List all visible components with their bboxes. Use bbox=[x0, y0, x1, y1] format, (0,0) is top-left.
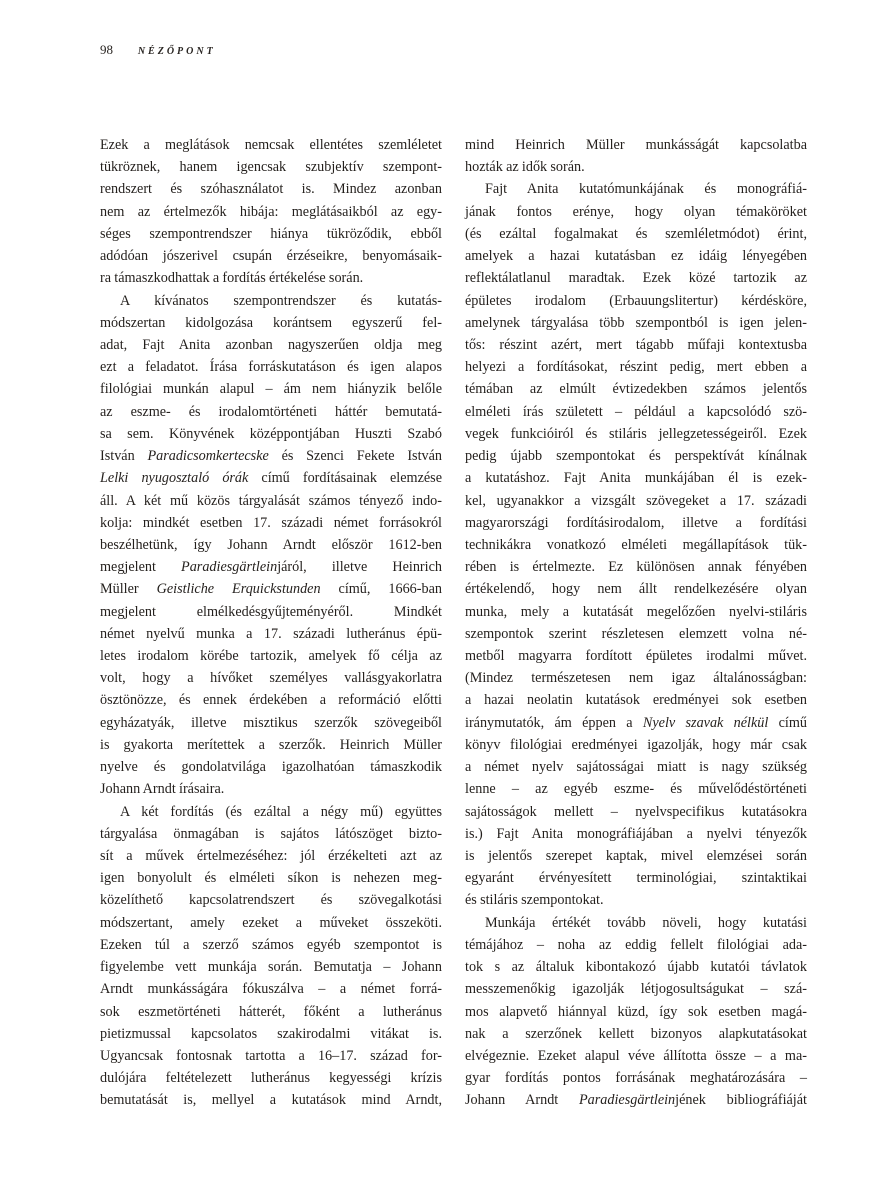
text-run: című, 1666-ban bbox=[320, 581, 442, 598]
text-line: témájához – noha az eddig fellelt filológiai ada- bbox=[465, 936, 807, 953]
left-column bbox=[100, 134, 442, 1112]
text-line: áll. A két mű közös tárgyalását számos tényező indo- bbox=[100, 492, 442, 509]
text-line: Arndt munkásságára fókuszálva – a német forrá- bbox=[100, 981, 442, 998]
text-line: figyelembe vett munkája során. Bemutatja – Johann bbox=[100, 959, 442, 976]
text-line: tok s az általuk kibontakozó újabb kutatói távlatok bbox=[465, 959, 807, 976]
text-run: iránymutatók, ám éppen a bbox=[465, 714, 643, 731]
text-line: pietizmussal kapcsolatos szakirodalmi vitákat is. bbox=[100, 1025, 442, 1042]
text-line: Munkája értékét tovább növeli, hogy kutatási bbox=[485, 914, 807, 931]
text-line: technikákra vonatkozó elméleti megállapítások tük- bbox=[465, 536, 807, 553]
text-line: helyezi a fordításokat, részint pedig, mert ebben a bbox=[465, 359, 807, 376]
text-line: pedig újabb szempontokat és perspektívát kínálnak bbox=[465, 448, 807, 465]
text-line: és stiláris szempontokat. bbox=[465, 892, 604, 909]
text-line: beszélhetünk, így Johann Arndt először 1612-ben bbox=[100, 536, 442, 553]
text-line: lenne – az egyéb eszme- és művelődéstörténeti bbox=[465, 781, 807, 798]
text-line bbox=[100, 556, 442, 578]
text-line: sa sem. Könyvének középpontjában Huszti Szabó bbox=[100, 425, 442, 442]
text-line: sít a művek értelmezéséhez: jól érzékelteti azt az bbox=[100, 848, 442, 864]
text-line: amelynek tárgyalása több szempontból is igen jelen- bbox=[465, 314, 807, 331]
italic-title: Paradiesgärtlein bbox=[579, 1092, 676, 1109]
text-line: metből magyarra fordított épületes irodalmi művet. bbox=[465, 648, 807, 665]
text-line: A kívánatos szempontrendszer és kutatás- bbox=[120, 292, 442, 309]
text-line: magyarországi fordításirodalom, illetve a fordítási bbox=[465, 514, 807, 531]
text-line: az eszme- és irodalomtörténeti háttér bemutatá- bbox=[100, 403, 442, 420]
text-line: témában az elmúlt évtizedekben számos jelentős bbox=[465, 381, 807, 398]
text-line: Ugyancsak fontosnak tartotta a 16–17. század for- bbox=[100, 1047, 442, 1064]
text-line: jának fontos erénye, hogy olyan témaköröket bbox=[465, 203, 807, 220]
text-run: és Szenci Fekete István bbox=[268, 448, 442, 465]
text-line: Ezek a meglátások nemcsak ellentétes szemléletet bbox=[100, 137, 442, 153]
text-line: volt, hogy a hívőket személyes vallásgyakorlatra bbox=[100, 670, 442, 687]
text-run: Müller bbox=[100, 581, 157, 598]
text-line: épületes irodalom (Erbauungslitertur) kérdésköre, bbox=[465, 292, 807, 309]
text-line: rendszert és szóhasználatot is. Mindez azonban bbox=[100, 181, 442, 198]
page-number: 98 bbox=[100, 42, 113, 57]
text-line bbox=[465, 712, 807, 734]
text-line: Ezeken túl a szerző számos egyéb szempontot is bbox=[100, 936, 442, 953]
text-line bbox=[465, 1089, 807, 1111]
text-line: megjelent elmélkedésgyűjteményéről. Mindkét bbox=[100, 603, 442, 620]
text-line: séges szempontrendszer hiánya tükröződik, ebből bbox=[100, 225, 442, 242]
text-line: reflektálatlanul maradtak. Ezek közé tartozik az bbox=[465, 270, 807, 287]
text-line: filológiai munkán alapul – ám nem hiányzik belőle bbox=[100, 381, 442, 398]
text-line: tárgyalása önmagában is sajátos látószöget bizto- bbox=[100, 825, 442, 842]
text-line: mind Heinrich Müller munkásságát kapcsolatba bbox=[465, 137, 807, 153]
text-line: kel, ugyanakkor a vizsgált szövegeket a 17. századi bbox=[465, 492, 807, 509]
text-line: szempontok szerint részletesen elemzett volna né- bbox=[465, 625, 807, 642]
text-line bbox=[100, 578, 442, 600]
text-line: Fajt Anita kutatómunkájának és monográfiá- bbox=[485, 181, 807, 198]
text-run: István bbox=[100, 448, 148, 465]
text-line: sok eszmetörténeti hátterét, főként a lutheránus bbox=[100, 1003, 442, 1020]
text-line: elméleti írás született – például a kapcsolódó szö- bbox=[465, 403, 807, 420]
text-line: nak a szerzőnek kellett bizonyos alapkutatásokat bbox=[465, 1025, 807, 1042]
text-line: sajátosságok mellett – nyelvspecifikus kutatásokra bbox=[465, 803, 807, 820]
text-run: című fordításainak elemzése bbox=[248, 470, 442, 487]
text-line: mos alapvető hiánnyal küzd, így sok esetben magá- bbox=[465, 1003, 807, 1020]
text-run: című bbox=[768, 714, 807, 731]
text-line: módszertant, amely ezeket a műveket összeköti. bbox=[100, 914, 442, 931]
text-run: jének bibliográfiáját bbox=[675, 1092, 807, 1109]
text-line bbox=[100, 445, 442, 467]
text-line: ezt a feladatot. Írása forráskutatáson és igen alapos bbox=[100, 359, 442, 376]
text-line: A két fordítás (és ezáltal a négy mű) együttes bbox=[120, 803, 442, 820]
text-line: elvégeznie. Ezeket alapul véve állította össze – a ma- bbox=[465, 1047, 807, 1064]
text-line: is.) Fajt Anita monográfiájában a nyelvi tényezők bbox=[465, 825, 807, 842]
running-head: NÉZŐPONT bbox=[137, 46, 216, 57]
text-line: kolja: mindkét esetben 17. századi német forrásokról bbox=[100, 514, 442, 531]
text-line: könyv filológiai eredményei igazolják, hogy már csak bbox=[465, 736, 807, 753]
text-line: ösztönözze, és ennek érdekében a reformáció előtti bbox=[100, 692, 442, 709]
text-line: a kutatáshoz. Fajt Anita munkájában él is ezek- bbox=[465, 470, 807, 487]
right-column bbox=[465, 134, 807, 1112]
text-line: Johann Arndt írásaira. bbox=[100, 781, 225, 798]
text-line: dulójára feltételezett lutheránus kegyességi krízis bbox=[100, 1070, 442, 1087]
text-line: (Mindez természetesen nem igaz általánosságban: bbox=[465, 670, 807, 687]
text-line bbox=[100, 467, 442, 489]
text-line: értékelendő, hogy nem állt rendelkezésére olyan bbox=[465, 581, 807, 598]
text-line: munka, mely a kutatását megelőzően nyelvi-stiláris bbox=[465, 603, 807, 620]
italic-title: Paradicsomkertecske bbox=[147, 448, 269, 465]
text-run: megjelent bbox=[100, 559, 182, 576]
text-line: a német nyelv sajátosságai miatt is nagy szükség bbox=[465, 759, 807, 776]
text-run: Johann Arndt bbox=[465, 1092, 579, 1109]
page-header bbox=[100, 42, 216, 58]
text-line: nyelve és gondolatvilága igazolhatóan támaszkodik bbox=[100, 759, 442, 776]
text-line: hozták az idők során. bbox=[465, 159, 585, 176]
text-line: igen bonyolult és elméleti síkon is nehezen meg- bbox=[100, 870, 442, 887]
text-line: ra támaszkodhattak a fordítás értékelése során. bbox=[100, 270, 364, 287]
text-line: német nyelvű munka a 17. századi lutheránus épü- bbox=[100, 625, 442, 642]
italic-title: Nyelv szavak nélkül bbox=[642, 714, 769, 731]
text-line: nem az értelmezők hibája: meglátásaikból az egy- bbox=[100, 203, 442, 220]
text-line: egyházatyák, illetve misztikus szerzők szövegeiből bbox=[100, 714, 442, 731]
text-line: tős: részint azért, mert tágabb műfaji kontextusba bbox=[465, 336, 807, 353]
text-run: járól, illetve Heinrich bbox=[277, 559, 442, 576]
text-line: adat, Fajt Anita azonban nagyszerűen oldja meg bbox=[100, 336, 442, 353]
text-line: bemutatását is, mellyel a kutatások mind Arndt, bbox=[100, 1092, 442, 1109]
text-line: letes irodalom körébe tartozik, amelyek fő célja az bbox=[100, 648, 442, 665]
text-line: egyaránt érvényesített terminológiai, szintaktikai bbox=[465, 870, 807, 887]
text-line: módszertan kidolgozása korántsem egyszerű fel- bbox=[100, 314, 442, 331]
text-line: messzemenőkig igazolják létjogosultságukat – szá- bbox=[465, 981, 807, 998]
italic-title: Paradiesgärtlein bbox=[181, 559, 278, 576]
text-line: tükröznek, hanem igencsak szubjektív szempont- bbox=[100, 159, 442, 176]
text-line: gyar fordítás pontos forrásának meghatározására – bbox=[465, 1070, 807, 1087]
text-line: is gyakorta merítettek a szerzők. Heinrich Müller bbox=[100, 736, 442, 753]
text-line: rében is értelmezte. Ez különösen annak fényében bbox=[465, 559, 807, 576]
text-line: (és ezáltal fogalmakat és szemléletmódot) érint, bbox=[465, 225, 807, 242]
text-line: vegek funkcióiról és stiláris jellegzetességeiről. Ezek bbox=[465, 425, 807, 442]
text-line: a hazai neolatin kutatások eredményei sok esetben bbox=[465, 692, 807, 709]
text-line: is jelentős szerepet kaptak, mivel elemzései során bbox=[465, 848, 807, 864]
text-line: közelíthető kapcsolatrendszert és szövegalkotási bbox=[100, 892, 442, 909]
text-line: amelyek a hazai kutatásban ez idáig lényegében bbox=[465, 248, 807, 265]
text-line: adódóan jószerivel csupán érzéseikre, benyomásaik- bbox=[100, 248, 442, 265]
italic-title: Geistliche Erquickstunden bbox=[156, 581, 321, 598]
italic-title: Lelki nyugosztaló órák bbox=[100, 470, 249, 487]
